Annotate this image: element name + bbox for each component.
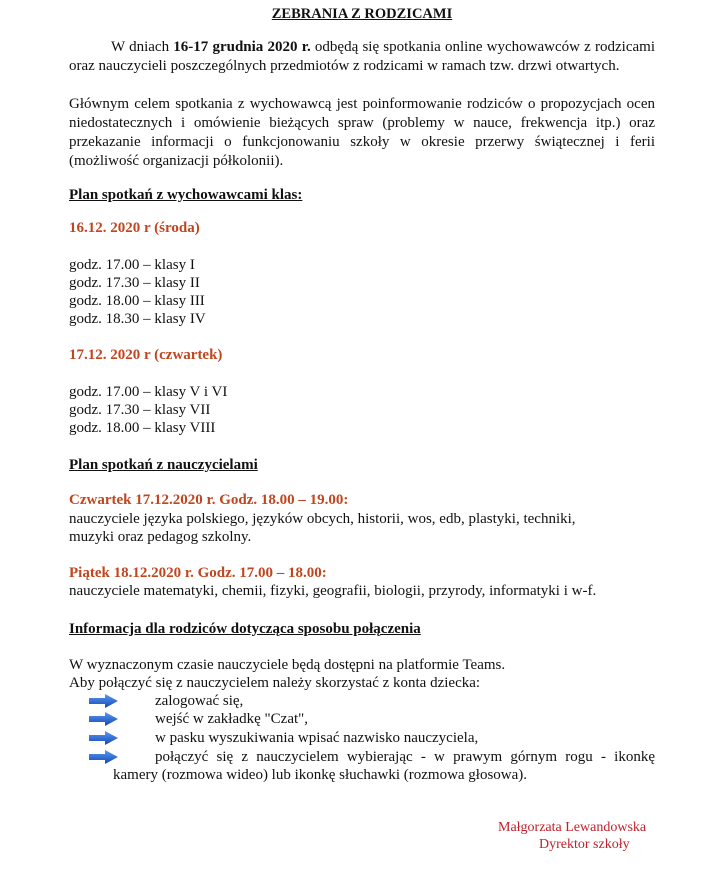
blue-arrow-icon [89,731,119,745]
connection-heading: Informacja dla rodziców dotycząca sposobu połączenia [69,621,421,637]
connection-intro: W wyznaczonym czasie nauczyciele będą dostępni na platformie Teams. [69,657,506,673]
step-item: w pasku wyszukiwania wpisać nazwisko nauczyciela, [155,730,479,746]
day2-slot: godz. 17.30 – klasy VII [69,402,211,418]
class-plan-heading: Plan spotkań z wychowawcami klas: [69,187,303,203]
blue-arrow-icon [89,712,119,726]
teacher-plan-heading: Plan spotkań z nauczycielami [69,457,258,473]
session2-teachers: nauczyciele matematyki, chemii, fizyki, geografii, biologii, przyrody, informatyki i w-f. [69,583,597,599]
step-item: zalogować się, [155,693,244,709]
session1-when: Czwartek 17.12.2020 r. Godz. 18.00 – 19.00: [69,492,349,508]
day2-slot: godz. 18.00 – klasy VIII [69,420,216,436]
signature-name: Małgorzata Lewandowska [498,820,647,835]
blue-arrow-icon [89,694,119,708]
session2-when: Piątek 18.12.2020 r. Godz. 17.00 – 18.00: [69,565,327,581]
intro-date-bold: 16-17 grudnia 2020 r. [173,39,311,55]
session1-teachers: nauczyciele języka polskiego, języków obcych, historii, wos, edb, plastyki, techniki, [69,511,576,527]
step-item: połączyć się z nauczycielem wybierając - w prawym górnym rogu - ikonkę [155,749,655,765]
day1-slot: godz. 18.30 – klasy IV [69,311,206,327]
day2-date: 17.12. 2020 r (czwartek) [69,347,223,363]
purpose-paragraph: Głównym celem spotkania z wychowawcą jest poinformowanie rodziców o propozycjach ocen niedostatecznych i omówienie bieżących spraw (problemy w nauce, frekwencja itp.) oraz przekazanie informacji o funkcjonowaniu szkoły w okresie przerwy świątecznej i ferii (możliwość organizacji półkolonii). [69,96,655,169]
intro-text-start: W dniach [111,39,174,55]
step-item-cont: kamery (rozmowa wideo) lub ikonkę słuchawki (rozmowa głosowa). [113,767,528,783]
day1-slot: godz. 17.00 – klasy I [69,257,195,273]
session1-teachers-cont: muzyki oraz pedagog szkolny. [69,529,252,545]
day2-slot: godz. 17.00 – klasy V i VI [69,384,228,400]
signature-role: Dyrektor szkoły [539,837,630,852]
day1-slot: godz. 17.30 – klasy II [69,275,200,291]
blue-arrow-icon [89,750,119,764]
connection-instruction: Aby połączyć się z nauczycielem należy skorzystać z konta dziecka: [69,675,481,691]
day1-slot: godz. 18.00 – klasy III [69,293,205,309]
page-title: ZEBRANIA Z RODZICAMI [271,6,453,22]
intro-paragraph [69,38,655,76]
step-item: wejść w zakładkę "Czat", [155,711,309,727]
day1-date: 16.12. 2020 r (środa) [69,220,200,236]
intro-text-end: odbędą się spotkania online wychowawców z rodzicami oraz nauczycieli poszczególnych przedmiotów z rodzicami w ramach tzw. drzwi otwartych. [69,39,655,74]
